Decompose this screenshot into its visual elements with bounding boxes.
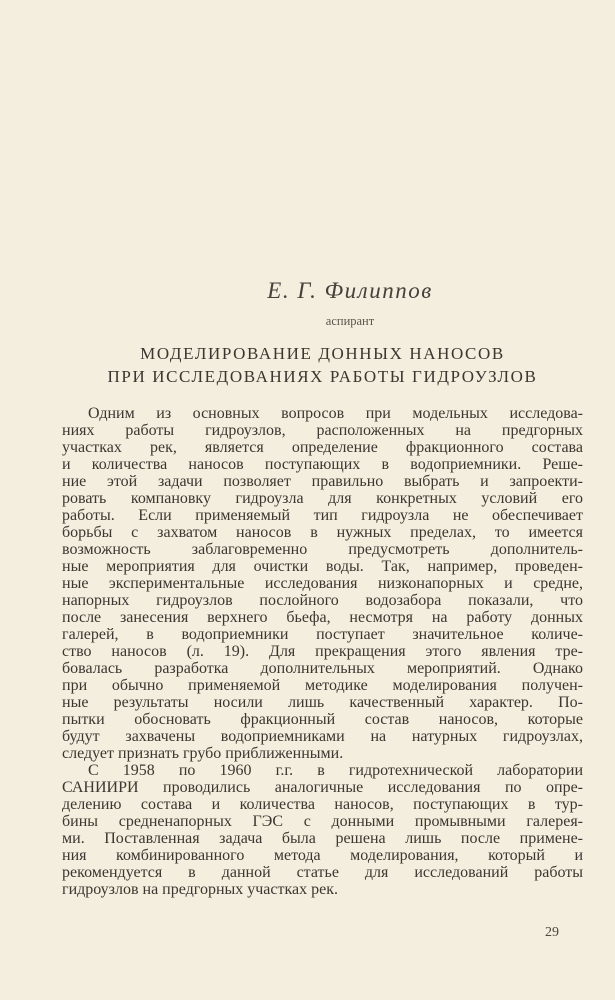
text-line: ство наносов (л. 19). Для прекращения этого явления тре- <box>62 643 583 660</box>
text-line: бовалась разработка дополнительных мероприятий. Однако <box>62 660 583 677</box>
text-line: ные результаты носили лишь качественный характер. По- <box>62 694 583 711</box>
text-line: галерей, в водоприемники поступает значительное количе- <box>62 626 583 643</box>
page-number: 29 <box>545 925 559 940</box>
text-line: ные экспериментальные исследования низконапорных и средне, <box>62 575 583 592</box>
text-line: напорных гидроузлов послойного водозабора показали, что <box>62 592 583 609</box>
text-line: ровать компановку гидроузла для конкретных условий его <box>62 490 583 507</box>
text-line: гидроузлов на предгорных участках рек. <box>62 881 338 898</box>
article-title-line-1: МОДЕЛИРОВАНИЕ ДОННЫХ НАНОСОВ <box>140 344 505 363</box>
text-line: ные мероприятия для очистки воды. Так, например, проведен- <box>62 558 583 575</box>
text-line: делению состава и количества наносов, поступающих в тур- <box>62 796 583 813</box>
author-role: аспирант <box>325 314 375 328</box>
text-line: Одним из основных вопросов при модельных исследова- <box>88 405 583 422</box>
text-line: рекомендуется в данной статье для исследований работы <box>62 864 583 881</box>
text-line: после занесения верхнего бьефа, несмотря на работу донных <box>62 609 583 626</box>
text-line: ниях работы гидроузлов, расположенных на предгорных <box>62 422 583 439</box>
text-line: возможность заблаговременно предусмотреть дополнитель- <box>62 541 583 558</box>
text-line: следует признать грубо приближенными. <box>62 745 344 762</box>
text-line: С 1958 по 1960 г.г. в гидротехнической лаборатории <box>88 762 583 779</box>
text-line: ния комбинированного метода моделирования, который и <box>62 847 583 864</box>
text-line: и количества наносов поступающих в водоприемники. Реше- <box>62 456 583 473</box>
text-line: ми. Поставленная задача была решена лишь после примене- <box>62 830 583 847</box>
text-line: работы. Если применяемый тип гидроузла не обеспечивает <box>62 507 583 524</box>
text-line: участках рек, является определение фракционного состава <box>62 439 583 456</box>
text-line: пытки обосновать фракционный состав наносов, которые <box>62 711 583 728</box>
text-line: САНИИРИ проводились аналогичные исследования по опре- <box>62 779 583 796</box>
author-name: Е. Г. Филиппов <box>267 278 433 303</box>
text-line: при обычно применяемой методике моделирования получен- <box>62 677 583 694</box>
article-body <box>62 405 583 898</box>
article-title-line-2: ПРИ ИССЛЕДОВАНИЯХ РАБОТЫ ГИДРОУЗЛОВ <box>107 367 538 386</box>
text-line: бины средненапорных ГЭС с донными промывными галерея- <box>62 813 583 830</box>
text-line: ние этой задачи позволяет правильно выбрать и запроекти- <box>62 473 583 490</box>
text-line: будут захвачены водоприемниками на натурных гидроузлах, <box>62 728 583 745</box>
text-line: борьбы с захватом наносов в нужных пределах, то имеется <box>62 524 583 541</box>
